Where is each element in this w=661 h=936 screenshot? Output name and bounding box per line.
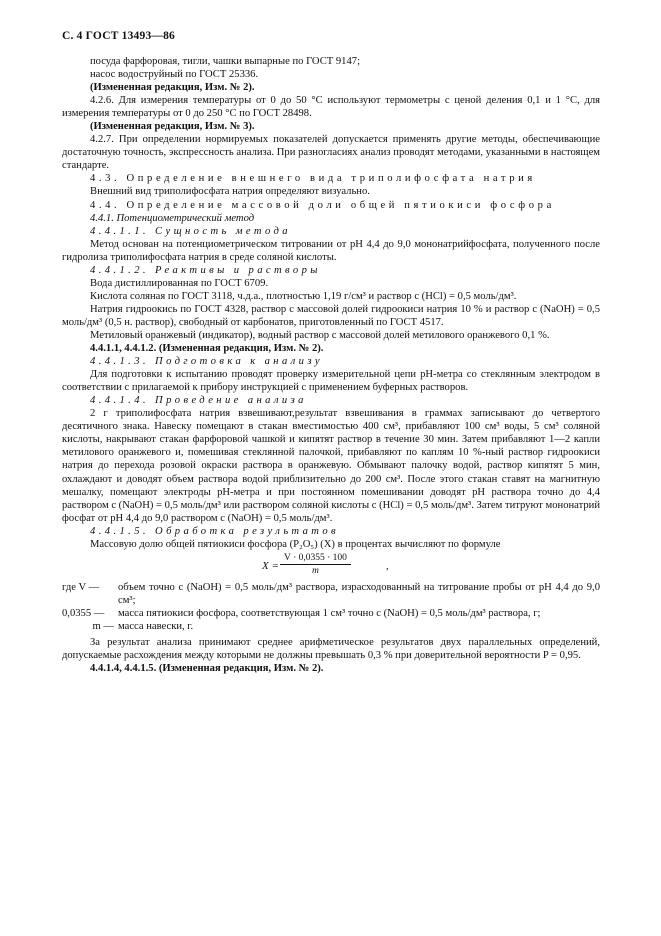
revision-note: (Измененная редакция, Изм. № 2). — [90, 82, 255, 94]
where-label: m — — [92, 620, 114, 632]
where-item — [62, 581, 600, 607]
reagent-line: Вода дистиллированная по ГОСТ 6709. — [90, 277, 269, 289]
text-line: насос водоструйный по ГОСТ 25336. — [90, 69, 259, 81]
clause-text: Метод основан на потенциометрическом титровании от pH 4,4 до 9,0 мононатрийфосфата, полученного после гидролиза триполифосфата натрия в среде соляной кислоты. — [62, 238, 600, 263]
formula-fraction — [280, 552, 351, 577]
formula — [62, 551, 600, 581]
where-text: масса навески, г. — [118, 620, 194, 632]
where-item — [62, 620, 600, 633]
formula-numerator: V · 0,0355 · 100 — [280, 552, 351, 565]
clause-4-2-6: 4.2.6. Для измерения температуры от 0 до 50 °С используют термометры с ценой деления 0,1 и 1 °С, для измерения температуры от 0 до 250 °С по ГОСТ 28498. — [62, 95, 600, 120]
document-body — [62, 55, 600, 675]
page-header: С. 4 ГОСТ 13493—86 — [62, 30, 175, 42]
section-heading-4-4: 4.4. Определение массовой доли общей пятиокиси фосфора — [90, 199, 555, 211]
text-line: Внешний вид триполифосфата натрия определяют визуально. — [90, 186, 370, 198]
subsection-heading: 4.4.1.1. Сущность метода — [90, 225, 291, 237]
reagent-line: Метиловый оранжевый (индикатор), водный раствор с массовой долей метилового оранжевого 0,1 %. — [90, 329, 550, 341]
text-line: посуда фарфоровая, тигли, чашки выпарные по ГОСТ 9147; — [90, 56, 361, 67]
reagent-line: Кислота соляная по ГОСТ 3118, ч.д.а., плотностью 1,19 г/см³ и раствор c (HCl) = 0,5 моль/дм³. — [90, 290, 517, 302]
revision-note: 4.4.1.1, 4.4.1.2. (Измененная редакция, Изм. № 2). — [90, 343, 324, 355]
procedure-text: 2 г триполифосфата натрия взвешивают,результат взвешивания в граммах записывают до четвертого десятичного знака. Навеску помещают в стакан вместимостью 400 см³, прибавляют 100 см³ воды, 5 см³ соляной кислоты, накрывают стакан фарфоровой чашкой и кипятят раствор в течение 30 мин. Затем прибавляют 1—2 капли метилового оранжевого и, помешивая стеклянной палочкой, прибавляют по каплям 10 %-ный раствор гидроокиси натрия до перехода розовой окраски раствора в оранжевую. Обмывают палочку водой, раствор кипятят 5 мин, охлаждают и доводят объем раствора водой приблизительно до 200 см³. После этого стакан ставят на магнитную мешалку, помещают электроды pH-метра и при постоянном помешивании доводят pH раствора точно до 4,4 раствором c (NaOH) = 0,5 моль/дм³ или раствором соляной кислоты c (HCl) = 0,5 моль/дм³. Затем титруют мононатрий фосфат от pH 4,4 до 9,0 раствором c (NaOH) = 0,5 моль/дм³. — [62, 408, 600, 524]
section-heading-4-3: 4.3. Определение внешнего вида триполифосфата натрия — [90, 173, 536, 185]
clause-4-2-7: 4.2.7. При определении нормируемых показателей допускается применять другие методы, обеспечивающие достаточную точность, экспрессность анализа. При разногласиях анализ проводят методами, указанными в настоящем стандарте. — [62, 134, 600, 172]
revision-note: 4.4.1.4, 4.4.1.5. (Измененная редакция, Изм. № 2). — [90, 663, 324, 675]
clause-text: Массовую долю общей пятиокиси фосфора (P₂O₅) (X) в процентах вычисляют по формуле — [90, 538, 501, 550]
where-text: объем точно c (NaOH) = 0,5 моль/дм³ раствора, израсходованный на титрование пробы от pH 4,4 до 9,0 см³; — [118, 581, 600, 606]
where-label: где V — — [62, 581, 100, 593]
revision-note: (Измененная редакция, Изм. № 3). — [90, 121, 255, 133]
clause-text: Для подготовки к испытанию проводят проверку измерительной цепи pH-метра со стеклянным электродом в соответствии с прилагаемой к прибору инструкцией с применением буферных растворов. — [62, 369, 600, 394]
subsection-heading: 4.4.1. Потенциометрический метод — [90, 212, 255, 224]
where-label: 0,0355 — — [62, 607, 105, 619]
reagent-line: Натрия гидроокись по ГОСТ 4328, раствор с массовой долей гидроокиси натрия 10 % и раствор c (NaOH) = 0,5 моль/дм³ (0,5 н. раствор), свободный от карбонатов, приготовленный по ГОСТ 4517. — [62, 303, 600, 328]
formula-comma: , — [386, 560, 389, 572]
where-text: масса пятиокиси фосфора, соответствующая 1 см³ точно c (NaOH) = 0,5 моль/дм³ раствора, г; — [118, 607, 541, 619]
subsection-heading: 4.4.1.2. Реактивы и растворы — [90, 264, 321, 276]
subsection-heading: 4.4.1.5. Обработка результатов — [90, 525, 340, 537]
where-item — [62, 607, 600, 620]
formula-denominator: m — [312, 565, 319, 576]
subsection-heading: 4.4.1.4. Проведение анализа — [90, 395, 307, 407]
formula-lhs: X = — [262, 559, 279, 572]
clause-text: За результат анализа принимают среднее арифметическое результатов двух параллельных определений, допускаемые расхождения между которыми не должны превышать 0,3 % при доверительной вероятности P = 0,95. — [62, 636, 600, 662]
subsection-heading: 4.4.1.3. Подготовка к анализу — [90, 356, 323, 368]
